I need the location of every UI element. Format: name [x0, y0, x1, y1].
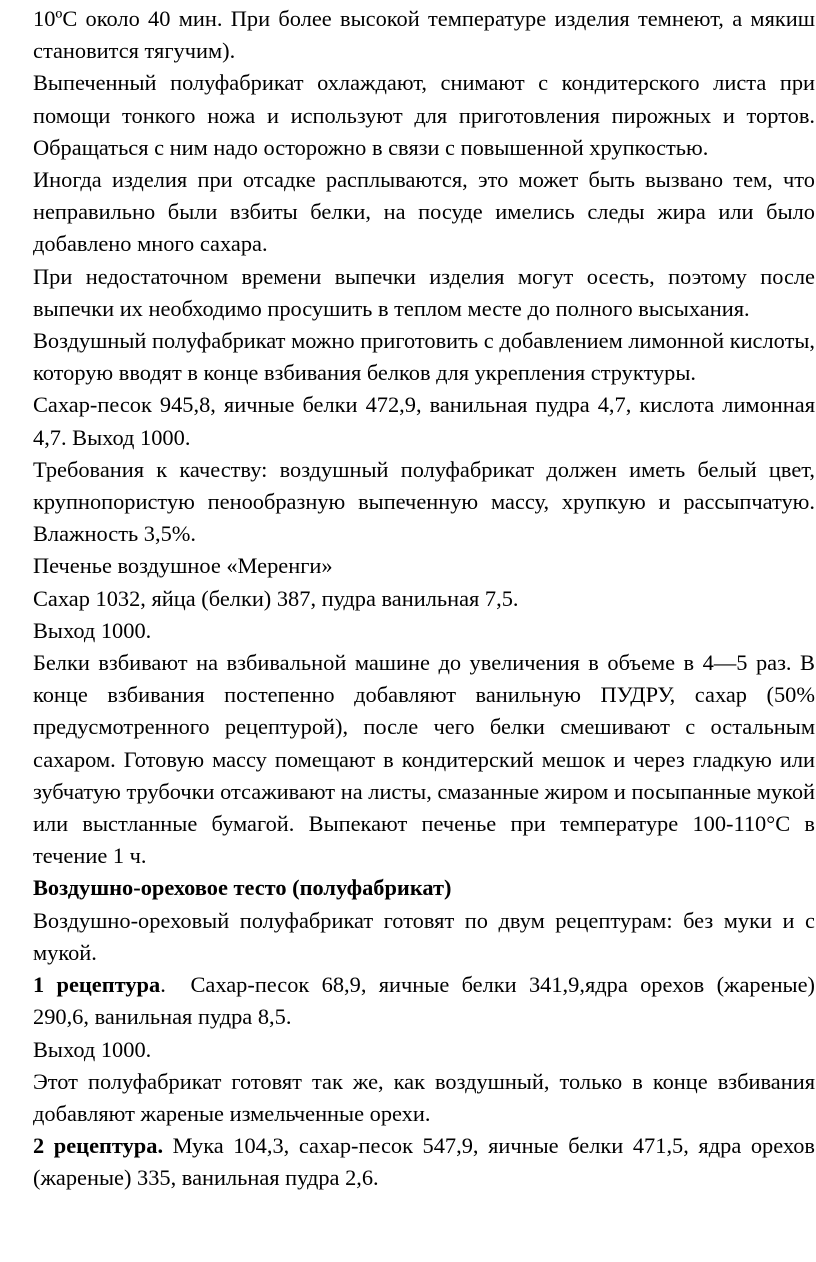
recipe-2 — [33, 1130, 815, 1194]
paragraph-meringue-title: Печенье воздушное «Меренги» — [33, 553, 333, 579]
recipe-1 — [33, 969, 815, 1033]
document-page — [33, 3, 815, 1195]
paragraph-cooling: Выпеченный полуфабрикат охлаждают, снимают с кондитерского листа при помощи тонкого ножа и используют для приготовления пирожных и тортов. Обращаться с ним надо осторожно в связи с повышенной хрупкостью. — [33, 70, 815, 160]
paragraph-meringue-yield: Выход 1000. — [33, 617, 152, 643]
recipe-2-label: 2 рецептура. — [33, 1133, 164, 1159]
recipe-1-yield: Выход 1000. — [33, 1036, 152, 1062]
paragraph-meringue-recipe: Сахар 1032, яйца (белки) 387, пудра ванильная 7,5. — [33, 585, 519, 611]
recipe-1-punct: . — [160, 972, 166, 998]
recipe-1-method: Этот полуфабрикат готовят так же, как воздушный, только в конце взбивания добавляют жареные измельченные орехи. — [33, 1068, 815, 1126]
section-intro: Воздушно-ореховый полуфабрикат готовят по двум рецептурам: без муки и с мукой. — [33, 907, 815, 965]
paragraph-meringue-method: Белки взбивают на взбивальной машине до увеличения в объеме в 4—5 раз. В конце взбивания постепенно добавляют ванильную ПУДРУ, сахар (50% предусмотренного рецептурой), после чего белки смешивают с остальным сахаром. Готовую массу помещают в кондитерский мешок и через гладкую или зубчатую трубочки отсаживают на листы, смазанные жиром и посыпанные мукой или выстланные бумагой. Выпекают печенье при температуре 100-110°С в течение 1 ч. — [33, 650, 815, 869]
recipe-1-text: Сахар-песок 68,9, яичные белки 341,9,ядра орехов (жареные) 290,6, ванильная пудра 8,5. — [33, 972, 815, 1030]
paragraph-citric-acid: Воздушный полуфабрикат можно приготовить с добавлением лимонной кислоты, которую вводят в конце взбивания белков для укрепления структуры. — [33, 328, 815, 386]
paragraph-baking-temperature: 10ºС около 40 мин. При более высокой температуре изделия темнеют, а мякиш становится тягучим). — [33, 6, 815, 64]
paragraph-drying: При недостаточном времени выпечки изделия могут осесть, поэтому после выпечки их необходимо просушить в теплом месте до полного высыхания. — [33, 263, 815, 321]
recipe-1-label: 1 рецептура — [33, 972, 161, 998]
paragraph-recipe-air: Сахар-песок 945,8, яичные белки 472,9, ванильная пудра 4,7, кислота лимонная 4,7. Выход 1000. — [33, 392, 815, 450]
section-heading: Воздушно-ореховое тесто (полуфабрикат) — [33, 875, 452, 901]
paragraph-quality: Требования к качеству: воздушный полуфабрикат должен иметь белый цвет, крупнопористую пенообразную выпеченную массу, хрупкую и рассыпчатую. Влажность 3,5%. — [33, 456, 815, 547]
recipe-2-text: Мука 104,3, сахар-песок 547,9, яичные белки 471,5, ядра орехов (жареные) 335, ванильная пудра 2,6. — [33, 1133, 815, 1191]
paragraph-spreading: Иногда изделия при отсадке расплываются, это может быть вызвано тем, что неправильно были взбиты белки, на посуде имелись следы жира или было добавлено много сахара. — [33, 167, 815, 257]
